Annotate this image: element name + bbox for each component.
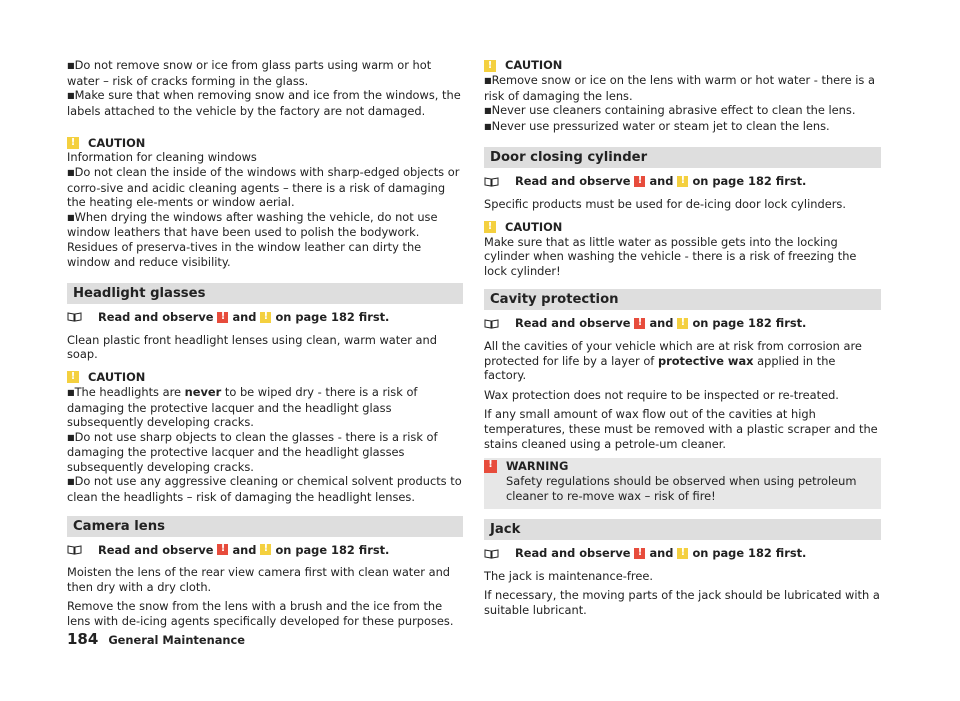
ref-page: on page 182 first.: [275, 542, 390, 557]
ref-page: on page 182 first.: [692, 546, 807, 561]
caution-heading: [67, 370, 463, 385]
caution-icon: [260, 312, 271, 323]
ref-and: and: [649, 316, 674, 331]
caution-icon: [677, 548, 688, 559]
ref-text: Read and observe: [98, 542, 214, 557]
caution-title: CAUTION: [88, 370, 146, 385]
body-text: [484, 339, 881, 383]
book-icon: [67, 312, 82, 322]
caution-icon: [484, 60, 496, 72]
chapter-title: General Maintenance: [108, 633, 245, 647]
intro-bullet: ■ Do not remove snow or ice from glass parts using warm or hot water – risk of cracks forming in the glass.: [67, 58, 463, 88]
bullet-emphasis: never: [184, 384, 222, 399]
caution-bullet: ■ Never use pressurized water or steam jet to clean the lens.: [484, 119, 881, 135]
warning-text: Safety regulations should be observed when using petroleum cleaner to re-move wax – risk of fire!: [506, 474, 857, 503]
body-text: Clean plastic front headlight lenses using clean, warm water and soap.: [67, 332, 437, 362]
caution-text: Make sure that as little water as possible gets into the locking cylinder when washing the vehicle - there is a risk of freezing the lock cylinder!: [484, 234, 857, 278]
caution-bullet: ■ Do not use sharp objects to clean the glasses - there is a risk of damaging the protective lacquer and the headlight glasses subsequently developing cracks.: [67, 430, 463, 475]
body-span: All the cavities of your vehicle which are at risk from corrosion are protected for life by a layer of: [484, 338, 862, 368]
page-number: 184: [67, 630, 99, 648]
warning-icon: [217, 312, 228, 323]
caution-icon: [260, 544, 271, 555]
book-icon: [484, 549, 499, 559]
caution-bullet: ■ Do not use any aggressive cleaning or chemical solvent products to clean the headlights – risk of damaging the headlight lenses.: [67, 474, 463, 504]
book-icon: [484, 319, 499, 329]
caution-icon: [67, 137, 79, 149]
bullet-text: The headlights are: [74, 384, 185, 399]
ref-text: Read and observe: [515, 316, 631, 331]
warning-icon: [634, 318, 645, 329]
ref-and: and: [649, 546, 674, 561]
caution-icon: [677, 318, 688, 329]
intro-bullet: ■ Make sure that when removing snow and ice from the windows, the labels attached to the vehicle by the factory are not damaged.: [67, 88, 463, 118]
reference-line: [484, 316, 881, 331]
section-heading-jack: Jack: [484, 519, 881, 540]
caution-icon: [484, 221, 496, 233]
ref-and: and: [649, 174, 674, 189]
body-text: Remove the snow from the lens with a brush and the ice from the lens with de-icing agents specifically developed for these purposes.: [67, 599, 454, 629]
body-text: The jack is maintenance-free.: [484, 568, 653, 583]
bullet-text: to be wiped dry - there is a risk of damaging the protective lacquer and the headlight glass subsequently developing cracks.: [67, 384, 418, 430]
body-text: If necessary, the moving parts of the jack should be lubricated with a suitable lubricant.: [484, 588, 880, 618]
warning-icon: [634, 548, 645, 559]
ref-and: and: [232, 542, 257, 557]
warning-box: [484, 458, 881, 509]
caution-bullet: ■ When drying the windows after washing the vehicle, do not use window leathers that have been used to polish the bodywork. Residues of preserva-tives in the window leather can dirty the window and reduce visibility.: [67, 210, 463, 269]
body-span: applied in the factory.: [484, 353, 836, 383]
caution-title: CAUTION: [505, 219, 563, 234]
caution-title: CAUTION: [505, 58, 563, 73]
caution-heading: [484, 58, 881, 73]
caution-icon: [677, 176, 688, 187]
body-text: If any small amount of wax flow out of the cavities at high temperatures, these must be removed with a plastic scraper and the stains cleaned using a petrole-um cleaner.: [484, 407, 878, 451]
section-heading-cavity: Cavity protection: [484, 289, 881, 310]
warning-icon: [217, 544, 228, 555]
caution-bullet: [67, 385, 463, 430]
caution-title: CAUTION: [88, 135, 146, 150]
section-heading-headlight: Headlight glasses: [67, 283, 463, 304]
section-heading-door: Door closing cylinder: [484, 147, 881, 168]
warning-heading: [484, 458, 871, 474]
reference-line: [67, 543, 463, 558]
section-heading-camera: Camera lens: [67, 516, 463, 537]
book-icon: [484, 177, 499, 187]
warning-icon: [634, 176, 645, 187]
ref-and: and: [232, 310, 257, 325]
page-footer: [67, 630, 245, 648]
warning-icon: [484, 460, 497, 473]
right-column: [484, 58, 881, 618]
caution-bullet: ■ Do not clean the inside of the windows with sharp-edged objects or corro-sive and acidic cleaning agents – there is a risk of damaging the heating ele-ments or window aerial.: [67, 165, 463, 210]
reference-line: [484, 174, 881, 189]
ref-page: on page 182 first.: [692, 174, 807, 189]
caution-bullet: ■ Never use cleaners containing abrasive effect to clean the lens.: [484, 103, 881, 119]
caution-intro: Information for cleaning windows: [67, 150, 257, 165]
book-icon: [67, 545, 82, 555]
caution-icon: [67, 371, 79, 383]
body-text: Moisten the lens of the rear view camera first with clean water and then dry with a dry cloth.: [67, 565, 451, 594]
ref-text: Read and observe: [515, 546, 631, 561]
left-column: [67, 58, 463, 629]
ref-text: Read and observe: [98, 310, 214, 325]
caution-heading: [484, 220, 881, 235]
body-text: Wax protection does not require to be inspected or re-treated.: [484, 387, 839, 402]
ref-text: Read and observe: [515, 174, 631, 189]
body-emphasis: protective wax: [657, 353, 754, 368]
reference-line: [484, 546, 881, 561]
reference-line: [67, 310, 463, 325]
caution-heading: [67, 135, 463, 150]
ref-page: on page 182 first.: [692, 316, 807, 331]
warning-title: WARNING: [506, 458, 569, 473]
ref-page: on page 182 first.: [275, 310, 390, 325]
caution-bullet: ■ Remove snow or ice on the lens with warm or hot water - there is a risk of damaging the lens.: [484, 73, 881, 103]
body-text: Specific products must be used for de-icing door lock cylinders.: [484, 196, 846, 211]
